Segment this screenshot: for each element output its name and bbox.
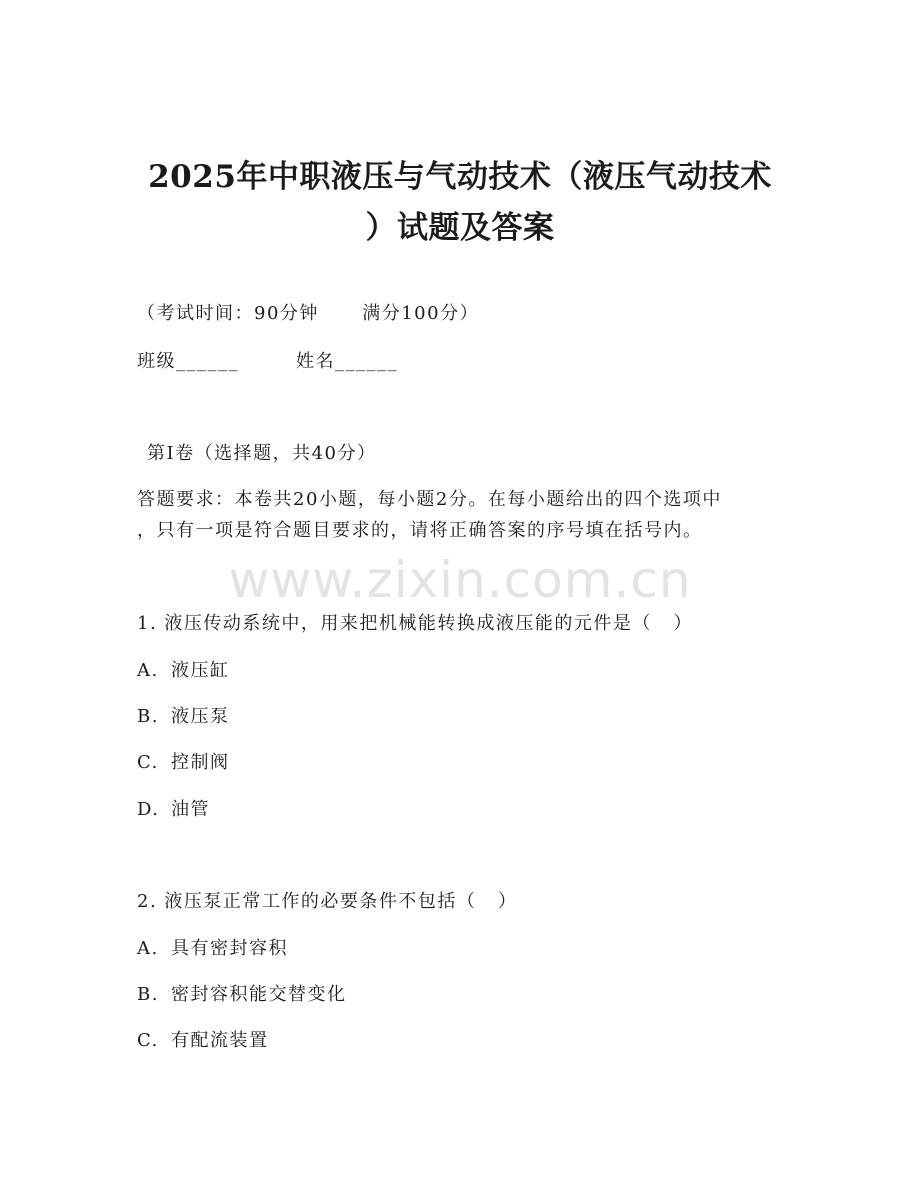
question-1-option-a xyxy=(137,658,230,684)
option-text: 液压泵 xyxy=(171,706,230,727)
document-title-line-2: ）试题及答案 xyxy=(365,210,555,246)
option-letter: B. xyxy=(137,706,159,727)
option-text: 有配流装置 xyxy=(171,1030,269,1051)
question-2-option-a xyxy=(137,936,288,962)
name-field-label: 姓名______ xyxy=(296,351,398,372)
instructions-line-1: 答题要求：本卷共20小题，每小题2分。在每小题给出的四个选项中 xyxy=(137,489,722,510)
option-text: 密封容积能交替变化 xyxy=(171,984,347,1005)
question-2-option-c xyxy=(137,1028,269,1054)
option-letter: A. xyxy=(137,938,159,959)
option-text: 具有密封容积 xyxy=(171,938,288,959)
question-1-stem: 1. 液压传动系统中，用来把机械能转换成液压能的元件是（ ） xyxy=(137,613,694,634)
option-text: 控制阀 xyxy=(171,752,230,773)
exam-info: （考试时间：90分钟 满分100分） xyxy=(137,303,480,324)
option-letter: C. xyxy=(137,752,159,773)
document-title-line-1: 2025年中职液压与气动技术（液压气动技术 xyxy=(148,159,772,195)
question-1-option-d xyxy=(137,797,210,823)
class-field-label: 班级______ xyxy=(137,351,239,372)
option-letter: A. xyxy=(137,660,159,681)
section-title: 第I卷（选择题，共40分） xyxy=(147,443,377,464)
question-2-option-b xyxy=(137,982,347,1008)
option-letter: D. xyxy=(137,799,160,820)
option-letter: B. xyxy=(137,984,159,1005)
option-letter: C. xyxy=(137,1030,159,1051)
option-text: 液压缸 xyxy=(171,660,230,681)
option-text: 油管 xyxy=(171,799,210,820)
instructions-line-2: ，只有一项是符合题目要求的，请将正确答案的序号填在括号内。 xyxy=(137,520,703,541)
question-2-stem: 2. 液压泵正常工作的必要条件不包括（ ） xyxy=(137,891,518,912)
question-1-option-c xyxy=(137,750,230,776)
question-1-option-b xyxy=(137,704,230,730)
watermark: www.zixin.com.cn xyxy=(228,551,692,609)
